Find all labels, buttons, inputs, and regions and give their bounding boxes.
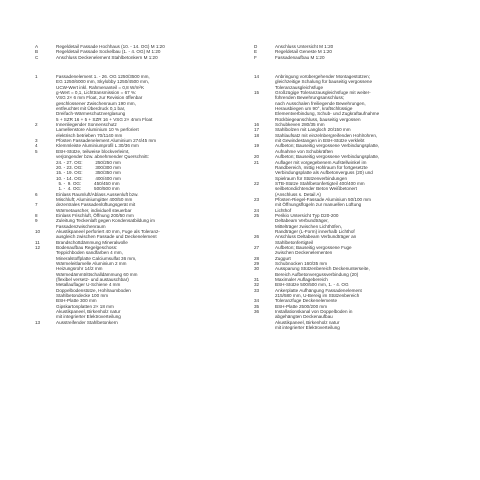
item-number: 12	[35, 245, 41, 250]
item-number: 23	[254, 196, 260, 202]
item-number: 18	[254, 132, 260, 138]
item-text: Stahlbetondecke 100 mm	[56, 293, 109, 299]
item-text: 24. - 27. OG: 250/250 mm	[56, 159, 121, 165]
item-number: 34	[254, 298, 260, 304]
item-text: Stahlbetonfertigteil	[275, 239, 314, 245]
item-text: Randbereich, mittig Hohlraum für fortgesetzte	[275, 164, 368, 170]
item-text: BSH-Platte 300 mm	[56, 298, 97, 304]
item-text: ausgleich zwischen Fassade und Deckenelement	[56, 234, 157, 240]
item-text: mit Gewindestangen in BSH-Stütze verklebt	[275, 138, 365, 144]
item-number: 36	[254, 309, 260, 315]
item-text: Lamellenstore Aluminium 10 % perforiert	[56, 127, 139, 133]
item-number: 1	[35, 74, 38, 79]
item-text: führenden Bewehrungsanschluss;	[275, 95, 345, 101]
item-text: dezentrales Fassadenlüftungsgerät mit	[56, 202, 136, 208]
item-text: Mischluft; Aluminiumgitter 400/50 mm	[56, 196, 133, 202]
item-text: Maximaler Auflagebereich	[275, 277, 328, 283]
item-text: Anschluss Deckenelement Stahlbetonkern M 1:20	[56, 54, 158, 60]
item-text: Regeldetail Fassade Hochhaus (10. - 14. OG) M 1:20	[56, 44, 165, 49]
item-number: 19	[254, 143, 260, 149]
item-text: Stahlbolzen mit Langloch 20/150 mm	[275, 127, 351, 133]
item-text: Dreifach-Wärmeschutzverglasung	[56, 111, 126, 117]
item-text: Doppelbodenstütze, Hohlraumboden	[56, 287, 131, 293]
item-text: Akustikpaneel, Birkenholz natur	[275, 319, 340, 325]
item-text: 10. - 14. OG: 400/400 mm	[56, 175, 121, 181]
item-number: F	[254, 54, 257, 60]
item-number: 25	[254, 212, 260, 218]
item-text: Ankerplatte Aufhängung Fassadenelement	[275, 287, 362, 293]
item-text: Innenliegender Sonnenschutz	[56, 122, 117, 128]
item-number: A	[35, 44, 39, 49]
item-text: Brandschottdämmung Mineralwolle	[56, 239, 128, 245]
item-text: Pfosten-Riegel-Fassade Aluminium 50/100 mm	[275, 196, 372, 202]
item-number: 24	[254, 207, 260, 213]
item-text: UCW-Wert inkl. Rahmenanteil = 0,8 W/m²K	[56, 84, 145, 90]
item-text: Toleranzfuge Deckenelemente	[275, 298, 338, 304]
item-text: Anschluss Untersicht M 1:20	[275, 44, 334, 49]
item-text: zwischen Deckenelementen	[275, 250, 333, 256]
item-number: 33	[254, 287, 260, 293]
item-text: Toleranzausgleichsfuge	[275, 84, 324, 90]
item-text: gleichzeitige Schalung für bauseitig vergossene	[275, 79, 373, 85]
item-number: 27	[254, 245, 260, 250]
item-text: Akustikpaneel, Birkenholz natur	[56, 309, 121, 315]
item-number: 29	[254, 261, 260, 267]
item-text: Heizungsrohr 14/2 mm	[56, 266, 103, 272]
item-text: abgehängten Deckenaufbau	[275, 314, 333, 320]
item-text: Mittelträger zwischen Lichthöfen,	[275, 223, 342, 229]
legend-row	[254, 325, 454, 330]
item-number: 14	[254, 74, 260, 79]
item-text: Aufnahme von Schubkräften	[275, 148, 333, 154]
item-number: 35	[254, 303, 260, 309]
item-text: Pfosten Fassadenelement Aluminium 274/45 mm	[56, 138, 157, 144]
legend-list-right	[254, 74, 454, 331]
item-number: B	[35, 49, 39, 55]
item-number: 7	[35, 202, 38, 208]
item-number: 17	[254, 127, 260, 133]
item-text: Wärmeleitlamelle Aluminium 2 mm	[56, 261, 127, 267]
item-text: (Anschluss s. Detail A)	[275, 191, 321, 197]
legend-row	[35, 320, 235, 325]
item-number: 26	[254, 234, 260, 240]
item-text: Fassadenzwischenraum	[56, 223, 106, 229]
item-number: 15	[254, 90, 260, 96]
item-text: Fassadenelement 1. - 26. OG 1250/3500 mm,	[56, 74, 150, 79]
item-number: 5	[35, 148, 38, 154]
item-text: Teppichboden sandfarben 4 mm,	[56, 250, 123, 256]
item-number: 16	[254, 122, 260, 128]
item-text: Aufbeton; Bauseitig vergossene Fuge	[275, 245, 352, 250]
item-text: seilbetondichtender Beton Weißbetonert	[275, 186, 357, 192]
item-text: Aussparung Stützenbereich Deckenunterseite,	[275, 266, 370, 272]
item-text: Lichthof	[275, 207, 292, 213]
item-text: Deltabeam Verbundträger,	[275, 218, 329, 224]
item-text: Zuleitung Teckenlaft gegen Kondensatbildung im	[56, 218, 156, 224]
item-text: Stahlaufsatz mit einzelnbergreifenden Hohlrohren,	[275, 132, 378, 138]
item-number: 22	[254, 180, 260, 186]
item-number: 32	[254, 282, 260, 288]
item-text: entfeuchtet mit Überdruck 0,1 bar,	[56, 106, 126, 112]
item-text: elektrisch betrieben 70/1140 mm	[56, 132, 123, 138]
item-number: 6	[35, 191, 38, 197]
item-text: mit integrierter Elektroverteilung	[56, 314, 121, 320]
item-text: Schubkeven 280/35 mm	[275, 122, 325, 128]
item-text: Metallauflager U-Schiene 4 mm	[56, 282, 121, 288]
item-text: Wärmetauscher, individuell steuerbar	[56, 207, 132, 213]
item-text: Bodenaufbau Regelgeschoss:	[56, 245, 118, 250]
item-number: E	[254, 49, 258, 55]
item-number: 3	[35, 138, 38, 144]
item-text: Akustikpaneel perforiert 40 mm, Fuge als Toleranz-	[56, 228, 160, 234]
item-text: Einlass Frischluft, Öffnung 200/50 mm	[56, 212, 134, 218]
header-list-right	[254, 44, 454, 60]
item-text: 15. - 19. OG: 350/350 mm	[56, 170, 121, 176]
item-number: 8	[35, 212, 38, 218]
item-number: 9	[35, 218, 38, 224]
legend-list-left	[35, 74, 235, 325]
item-text: 20. - 23. OG: 300/300 mm	[56, 164, 121, 170]
item-text: Wärmedämmtrittschalldämmung 60 mm	[56, 271, 138, 277]
item-text: Auflager mit vorgegebenem Aufstellwinkel im	[275, 159, 367, 165]
item-text: Installationskanal von Doppelboden in	[275, 309, 353, 315]
item-text: Regeldetail Fassade Sockelbau (1. - 4. OG) M 1:20	[56, 49, 161, 55]
item-text: g-Wert = 0,1, Lichttransmission = 67 %:	[56, 90, 137, 96]
item-number: 2	[35, 122, 38, 128]
item-text: STB-Stütze Stahlbetonfertigteil 400/400 mm	[275, 180, 365, 186]
item-text: Spielraum für Stützenverbindungen	[275, 175, 348, 181]
item-text: geschlossener Zwischenraum 190 mm,	[56, 100, 136, 106]
item-text: Rückbiegeanschluss, bauseitig vergossen	[275, 116, 361, 122]
detail-reference-row	[254, 55, 454, 60]
item-text: 5. - 9. OG: 450/450 mm	[56, 180, 120, 186]
item-number: 11	[35, 239, 40, 245]
item-text: 1. - 4. OG: 500/500 mm	[56, 186, 120, 192]
item-text: Gipskartonplatten 2× 18 mm	[56, 303, 114, 309]
item-text: Fassadenaufbau M 1:20	[275, 54, 325, 60]
item-text: Regeldetail Geneste M 1:20	[275, 49, 332, 55]
item-number: 10	[35, 228, 41, 234]
item-text: Aufbeton; Bauseitig vergossene Verbindungsplatte,	[275, 143, 380, 149]
item-text: Ausstreifender Stahlbetonkern	[56, 319, 118, 325]
item-text: (flexibel versetz- und austauschbar)	[56, 277, 129, 283]
item-number: 28	[254, 255, 260, 261]
item-number: 21	[254, 159, 260, 165]
item-text: VSG 2× 6 mm Float, zur Revision öffenbar	[56, 95, 143, 101]
item-text: Perikio Untersicht Typ D20-200	[275, 212, 339, 218]
detail-reference-row	[35, 55, 235, 60]
item-number: 30	[254, 266, 260, 272]
item-text: Verbindungsplatte als Aufbetonverguss (20) und	[275, 170, 373, 176]
item-text: Anbringung vorübergehender Montagestützen;	[275, 74, 371, 79]
item-text: verjüngender bzw. abnehmender Querschnitt:	[56, 154, 149, 160]
item-text: 215/580 mm, U-Bereig im Stützenbereich	[275, 293, 360, 299]
item-text: Schubnocken 160/35 mm	[275, 261, 328, 267]
item-text: mit integrierter Elektroverteilung	[275, 325, 340, 331]
item-text: BSH-Platte 2500/200 mm	[275, 303, 328, 309]
item-text: Bereich Aufbetonvergussverbindung (20)	[275, 271, 359, 277]
item-text: 5 + SZR 16 + 5 + SZR 16 + VSG 2× 4mm Float	[56, 116, 153, 122]
item-number: 4	[35, 143, 38, 149]
item-text: nach Ausschalen freiliegende Bewehrungen,	[275, 100, 366, 106]
item-text: BSH-Stütze, teilweise blockverleimt,	[56, 148, 130, 154]
item-text: BSH-Stütze 500/500 mm, 1. - 4. OG	[275, 282, 349, 288]
item-text: EG 1250/6000 mm, Skylobby 1250/4500 mm,	[56, 79, 149, 85]
item-text: Einlass Raumluft/Ablass Aussenluft bzw.	[56, 191, 139, 197]
item-text: Randträger (L-Form) innerhalb Lichthof	[275, 228, 355, 234]
item-text: Aufbeton; Bauseitig vergossene Verbindungsplatte,	[275, 154, 380, 160]
item-number: 31	[254, 277, 260, 283]
item-number: 20	[254, 154, 260, 160]
item-text: mit Öffnungsflügeln zur manuellen Lüftung	[275, 202, 362, 208]
item-text: Anschluss Deltabeam Verbundträger an	[275, 234, 357, 240]
item-number: 13	[35, 319, 41, 325]
item-text: Mineralstoffplatte Calciumsulfat 36 mm,	[56, 255, 137, 261]
header-list-left	[35, 44, 235, 60]
item-number: D	[254, 44, 258, 49]
item-text: Herausbiegen um 90°, kraftschlüssige	[275, 106, 353, 112]
item-text: Klemmleiste Aluminiumprofil L 30/36 mm	[56, 143, 139, 149]
item-text: Zuggurt	[275, 255, 291, 261]
item-text: Elementverbindung, Schub- und Zugkraftaufnahme	[275, 111, 380, 117]
item-number: C	[35, 54, 39, 60]
item-text: Großzügige Toleranzausgleichsfuge mit weiter-	[275, 90, 371, 96]
